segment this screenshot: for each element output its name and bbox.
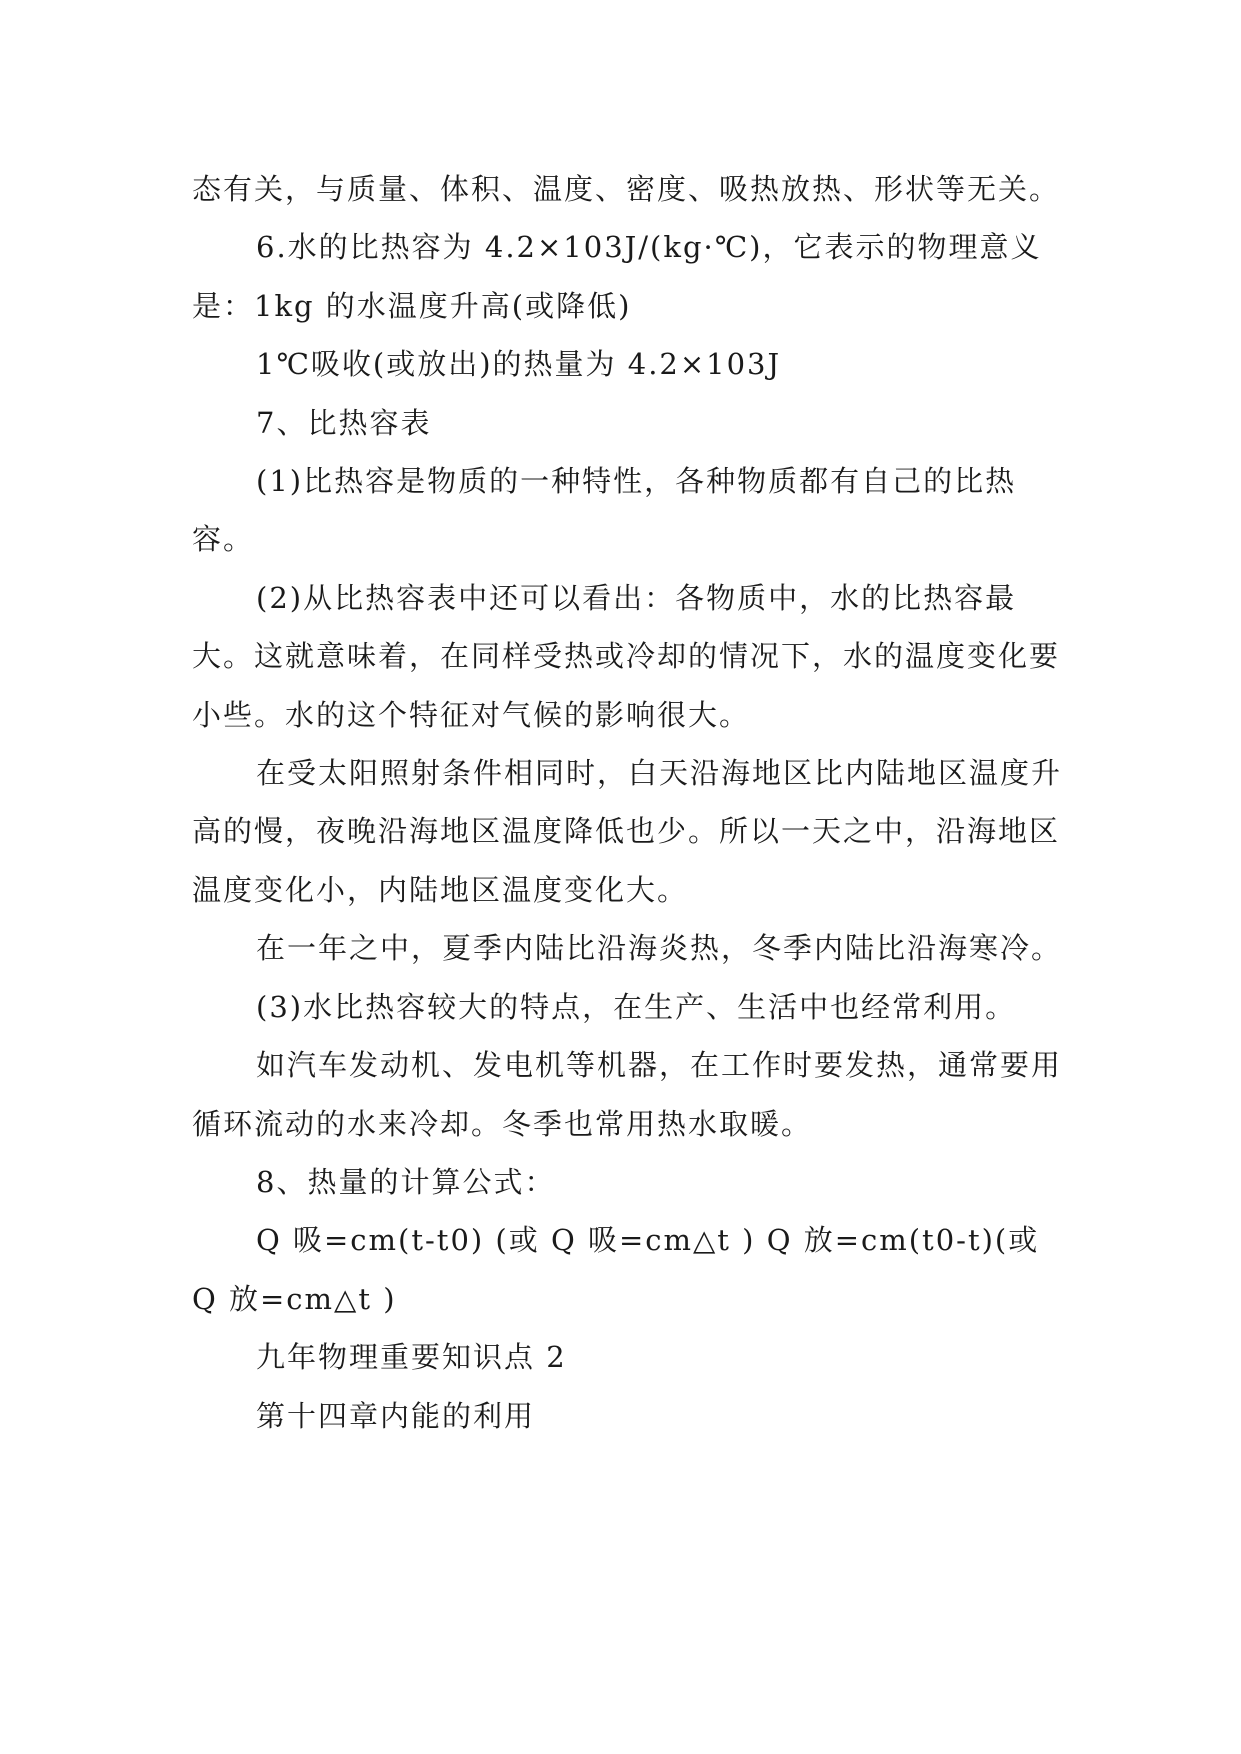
section-heading: 九年物理重要知识点 2 xyxy=(256,1340,567,1375)
paragraph: 8、热量的计算公式： xyxy=(256,1164,556,1199)
paragraph: (3)水比热容较大的特点，在生产、生活中也经常利用。 xyxy=(256,989,1017,1024)
paragraph: 7、比热容表 xyxy=(256,405,432,440)
paragraph: 在一年之中，夏季内陆比沿海炎热，冬季内陆比沿海寒冷。 xyxy=(256,931,1063,966)
paragraph: (2)从比热容表中还可以看出：各物质中，水的比热容最大。这就意味着，在同样受热或冷却的情况下，水的温度变化要小些。水的这个特征对气候的影响很大。 xyxy=(192,580,1061,732)
paragraph: 如汽车发动机、发电机等机器，在工作时要发热，通常要用循环流动的水来冷却。冬季也常用热水取暖。 xyxy=(192,1048,1063,1141)
document-body xyxy=(192,160,1062,1445)
paragraph: 态有关，与质量、体积、温度、密度、吸热放热、形状等无关。 xyxy=(192,172,1061,206)
paragraph: (1)比热容是物质的一种特性，各种物质都有自己的比热容。 xyxy=(192,464,1017,557)
paragraph: 6.水的比热容为 4.2×103J/(kg·℃)，它表示的物理意义是：1kg 的水温度升高(或降低) xyxy=(192,230,1042,323)
paragraph: 在受太阳照射条件相同时，白天沿海地区比内陆地区温度升高的慢，夜晚沿海地区温度降低也少。所以一天之中，沿海地区温度变化小，内陆地区温度变化大。 xyxy=(192,756,1063,907)
chapter-heading: 第十四章内能的利用 xyxy=(256,1398,536,1433)
paragraph: Q 吸=cm(t-t0) (或 Q 吸=cm△t ) Q 放=cm(t0-t)(或 Q 放=cm△t ) xyxy=(192,1223,1040,1316)
paragraph: 1℃吸收(或放出)的热量为 4.2×103J xyxy=(256,347,782,382)
